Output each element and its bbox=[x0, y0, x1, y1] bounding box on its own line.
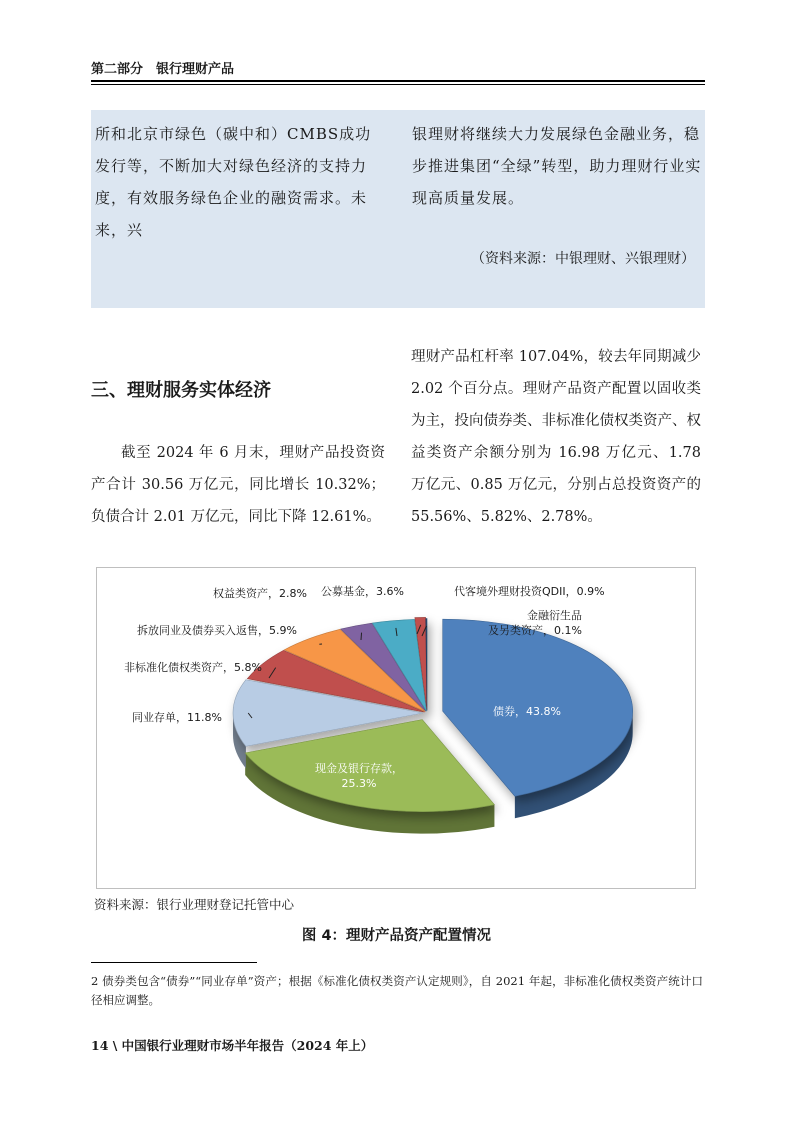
pie-slice-label: 代客境外理财投资QDII，0.9% bbox=[454, 585, 605, 598]
box-source: （资料来源：中银理财、兴银理财） bbox=[471, 251, 695, 267]
figure-source-note: 资料来源：银行业理财登记托管中心 bbox=[94, 897, 295, 912]
section-heading: 三、理财服务实体经济 bbox=[91, 380, 271, 401]
pie-slice-label: 金融衍生品 bbox=[527, 609, 582, 622]
right-paragraph bbox=[411, 341, 701, 533]
box-left-text: 所和北京市绿色（碳中和）CMBS成功发行等，不断加大对绿色经济的支持力度，有效服务绿色企业的融资需求。未来，兴 bbox=[95, 125, 372, 239]
footnote: 2 债券类包含“债券”“同业存单”资产；根据《标准化债权类资产认定规则》，自 2021 年起，非标准化债权类资产统计口径相应调整。 bbox=[91, 974, 703, 1007]
header-rule bbox=[91, 80, 705, 82]
pie-slice-label: 债券，43.8% bbox=[493, 705, 561, 718]
section-header-title: 第二部分 银行理财产品 bbox=[91, 62, 235, 77]
pie-slice-label: 公募基金，3.6% bbox=[321, 585, 404, 598]
page-footer: 14 \ 中国银行业理财市场半年报告（2024 年上） bbox=[91, 1038, 374, 1053]
left-paragraph: 截至 2024 年 6 月末，理财产品投资资产合计 30.56 万亿元，同比增长 10.32%；负债合计 2.01 万亿元，同比下降 12.61%。 bbox=[91, 445, 385, 525]
pie-slice-label: 25.3% bbox=[341, 777, 377, 790]
asset-allocation-pie-chart bbox=[97, 568, 695, 888]
footnote-rule bbox=[91, 962, 257, 963]
figure-caption: 图 4：理财产品资产配置情况 bbox=[301, 928, 492, 944]
header-rule-thin bbox=[91, 84, 705, 85]
pie-slice-label: 现金及银行存款， bbox=[315, 762, 403, 775]
pie-slice-label: 同业存单，11.8% bbox=[132, 711, 222, 724]
pie-slice-label: 非标准化债权类资产，5.8% bbox=[124, 661, 262, 674]
box-right-text: 银理财将继续大力发展绿色金融业务，稳步推进集团“全绿”转型，助力理财行业实现高质量发展。 bbox=[412, 125, 702, 207]
pie-slice-label: 及另类资产，0.1% bbox=[488, 624, 582, 637]
right-paragraph-text: 理财产品杠杆率 107.04%，较去年同期减少 2.02 个百分点。理财产品资产配置以固收类为主，投向债券类、非标准化债权类资产、权益类资产余额分别为 16.98 万亿元、1.78 万亿元、0.85 万亿元，分别占总投资资产的 55.56%、5.82%、2.78%。 bbox=[411, 349, 701, 525]
pie-slice-label: 权益类资产，2.8% bbox=[213, 587, 307, 600]
pie-slice-label: 拆放同业及债券买入返售，5.9% bbox=[137, 624, 297, 637]
pie-leader-line bbox=[361, 633, 362, 640]
chart-frame bbox=[96, 567, 696, 889]
